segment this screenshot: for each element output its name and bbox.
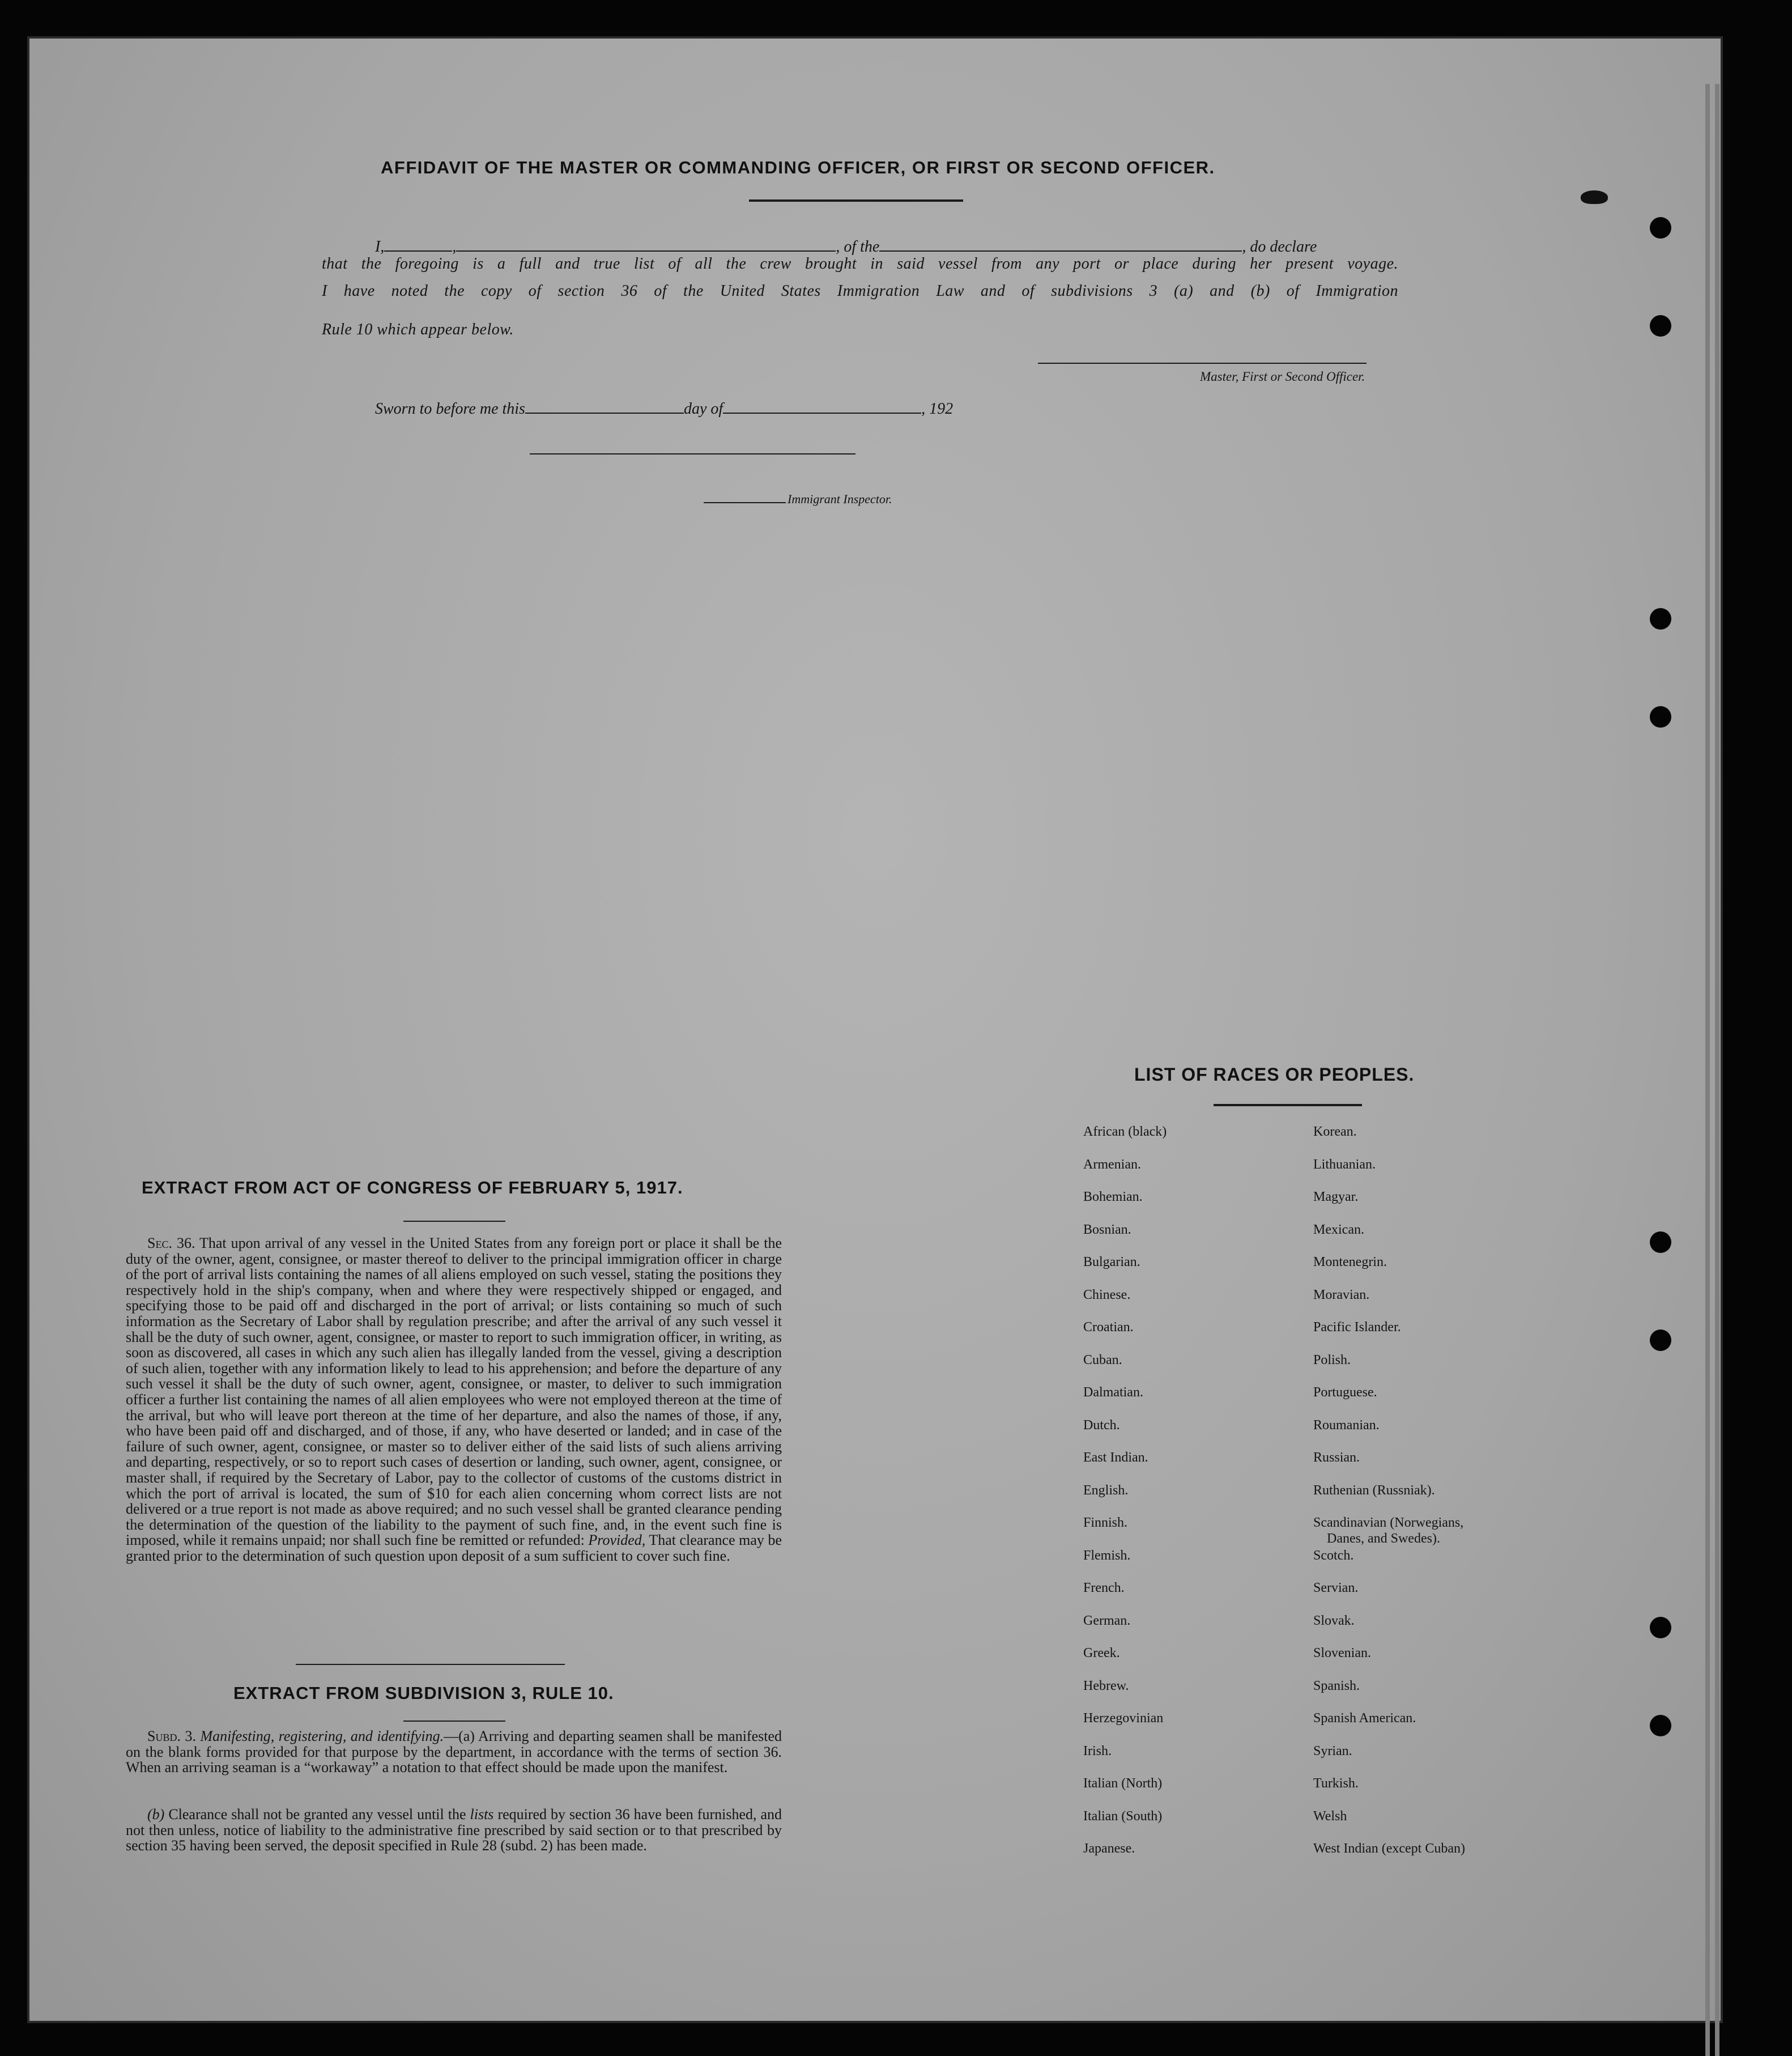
sworn-month-blank[interactable] [723,413,921,414]
declaration-i: I, [375,238,385,256]
race-item: Finnish. [1083,1515,1128,1530]
race-item: Japanese. [1083,1841,1135,1856]
race-item: Bosnian. [1083,1222,1131,1237]
race-item-scandinavian-cont: Danes, and Swedes). [1327,1531,1440,1546]
race-item: Ruthenian (Russniak). [1313,1482,1435,1498]
race-item: Russian. [1313,1450,1360,1465]
race-item: Montenegrin. [1313,1255,1387,1269]
race-item: Chinese. [1083,1287,1131,1302]
sworn-day-blank[interactable] [525,413,684,414]
vessel-blank[interactable] [879,250,1242,252]
declaration-line-3: I have noted the copy of section 36 of the United States Immigration Law and of subdivisions 3 (a) and (b) of Immigration [322,282,1398,300]
name-blank[interactable] [384,250,452,252]
race-item: Polish. [1313,1352,1351,1367]
binder-hole [1650,217,1671,239]
race-item: Moravian. [1313,1287,1370,1302]
race-item: Irish. [1083,1743,1112,1758]
sworn-label: Sworn to before me this [375,400,525,418]
race-item: Greek. [1083,1646,1120,1660]
binder-hole [1650,1329,1671,1351]
race-item: West Indian (except Cuban) [1313,1841,1465,1856]
subd-a-label: —(a) [444,1728,475,1744]
do-declare-label: , do declare [1242,238,1317,256]
race-item: Bohemian. [1083,1190,1143,1204]
name-blank-2[interactable] [456,250,836,252]
race-item: East Indian. [1083,1450,1148,1465]
subd-b-text-2: required by section 36 have been furnished, and not then unless, notice of liability to the administrative fine prescribed by said section or to that prescribed by section 35 having been served, the deposit specified in Rule 28 (subd. 2) has been made. [126,1806,782,1854]
subd-label: Subd. 3. [147,1728,196,1744]
rule-title-rule [403,1721,505,1722]
race-item: Welsh [1313,1808,1347,1824]
race-item: Pacific Islander. [1313,1320,1401,1335]
inspector-short-line [704,502,786,503]
binder-hole [1650,1617,1671,1638]
day-of-label: day of [683,400,723,418]
race-item: Korean. [1313,1124,1357,1139]
inspector-signature-line[interactable] [530,453,855,454]
act-extract-title: EXTRACT FROM ACT OF CONGRESS OF FEBRUARY 5, 1917. [142,1178,683,1197]
race-item: Croatian. [1083,1320,1134,1335]
page-edge [1715,84,1719,2056]
declaration-line-1 [375,238,1317,256]
race-item: Herzegovinian [1083,1711,1164,1726]
races-right-column [1313,1124,1465,1874]
of-the-label: , of the [836,238,880,256]
subd-b-text-1: Clearance shall not be granted any vessel until the [168,1806,466,1823]
race-item: Portuguese. [1313,1385,1377,1400]
race-item [1313,1515,1465,1548]
race-item: Flemish. [1083,1548,1131,1563]
title-rule [749,199,963,202]
race-item: Lithuanian. [1313,1157,1376,1172]
subdivision-3b-text [126,1807,782,1854]
subd-b-label: (b) [147,1806,165,1823]
races-left-column [1083,1124,1167,1874]
race-item: German. [1083,1613,1131,1628]
binder-hole [1650,315,1671,337]
section-36-text [126,1235,782,1564]
race-item: Mexican. [1313,1222,1364,1237]
race-item: Servian. [1313,1581,1359,1595]
race-item: Scotch. [1313,1548,1354,1563]
master-signature-label: Master, First or Second Officer. [1200,369,1365,384]
subd-a-text: Arriving and departing seamen shall be manifested on the blank forms provided for that purpose by the department, in accordance with the terms of section 36. When an arriving seaman is a “workaway” a notation to that effect should be made upon the manifest. [126,1728,782,1776]
race-item: Spanish American. [1313,1711,1416,1726]
race-item: Slovenian. [1313,1646,1371,1660]
binder-hole [1650,706,1671,728]
races-title-rule [1214,1104,1362,1106]
provided-text: That clearance may be granted prior to the determination of such question upon deposit of a sum sufficient to cover such fine. [126,1532,782,1564]
race-item: Armenian. [1083,1157,1141,1172]
subdivision-3a-text [126,1728,782,1775]
sec-label: Sec. 36. [147,1235,195,1251]
race-item: Cuban. [1083,1352,1122,1367]
race-item: Turkish. [1313,1776,1359,1791]
provided-label: Provided, [588,1532,646,1549]
race-item: Roumanian. [1313,1417,1380,1433]
race-item: Slovak. [1313,1613,1355,1628]
binder-hole [1650,1231,1671,1253]
subd-b-lists: lists [470,1806,494,1823]
year-label: , 192 [921,400,954,418]
affidavit-title: AFFIDAVIT OF THE MASTER OR COMMANDING OFFICER, OR FIRST OR SECOND OFFICER. [381,158,1215,177]
race-item: French. [1083,1581,1125,1595]
races-title: LIST OF RACES OR PEOPLES. [1134,1064,1415,1085]
document-page [29,39,1721,2021]
binder-hole [1650,608,1671,630]
race-item: Hebrew. [1083,1678,1129,1693]
comma: , [452,238,457,256]
race-item: Bulgarian. [1083,1255,1140,1269]
race-item-scandinavian: Scandinavian (Norwegians, [1313,1515,1464,1530]
inspector-label: Immigrant Inspector. [788,492,892,506]
race-item: Spanish. [1313,1678,1360,1693]
race-item: African (black) [1083,1124,1167,1139]
binder-hole [1650,1715,1671,1736]
rule-extract-title: EXTRACT FROM SUBDIVISION 3, RULE 10. [233,1683,614,1703]
act-end-rule [296,1664,565,1665]
tab-mark [1581,190,1608,204]
subd-title: Manifesting, registering, and identifying. [200,1728,444,1744]
sec-36-body: That upon arrival of any vessel in the United States from any foreign port or place it shall be the duty of the owner, agent, consignee, or master thereof to deliver to the principal immigration officer in charge of the port of arrival lists containing the names of all aliens employed on such vessel, stating the positions they respectively hold in the ship's company, when and where they were respectively shipped or engaged, and specifying those to be paid off and discharged in the port of arrival; or lists containing so much of such information as the Secretary of Labor shall by regulation prescribe; and after the arrival of any such vessel it shall be the duty of such owner, agent, consignee, or master to report to such immigration officer, in writing, as soon as discovered, all cases in which any such alien has illegally landed from the vessel, giving a description of such alien, together with any information likely to lead to his apprehension; and before the departure of any such vessel it shall be the duty of such owner, agent, consignee, or master, to deliver to such immigration officer a further list containing the names of all alien employees who were not employed thereon at the time of the arrival, but who will leave port thereon at the time of her departure, and also the names of those, if any, who have been paid off and discharged, and of those, if any, who have deserted or landed; and in case of the failure of such owner, agent, consignee, or master so to deliver either of the said lists of such aliens arriving and departing, respectively, or so to report such cases of desertion or landing, such owner, agent, consignee, or master shall, if required by the Secretary of Labor, pay to the collector of customs of the customs district in which the port of arrival is located, the sum of $10 for each alien concerning whom correct lists are not delivered or a true report is not made as above required; and no such vessel shall be granted clearance pending the determination of the question of the liability to the payment of such fine, and, in the event such fine is imposed, while it remains unpaid; nor shall such fine be remitted or refunded: [126,1235,782,1549]
race-item: Dutch. [1083,1417,1120,1433]
race-item: Magyar. [1313,1190,1359,1204]
sworn-line [375,400,953,418]
race-item: Italian (North) [1083,1776,1163,1791]
act-title-rule [403,1221,505,1222]
page-edge [1705,84,1710,2056]
race-item: English. [1083,1482,1129,1498]
race-item: Italian (South) [1083,1808,1163,1824]
declaration-line-4: Rule 10 which appear below. [322,321,514,338]
master-signature-line[interactable] [1038,363,1367,364]
race-item: Syrian. [1313,1743,1352,1758]
race-item: Dalmatian. [1083,1385,1143,1400]
declaration-line-2: that the foregoing is a full and true list of all the crew brought in said vessel from any port or place during her present voyage. [322,255,1398,273]
